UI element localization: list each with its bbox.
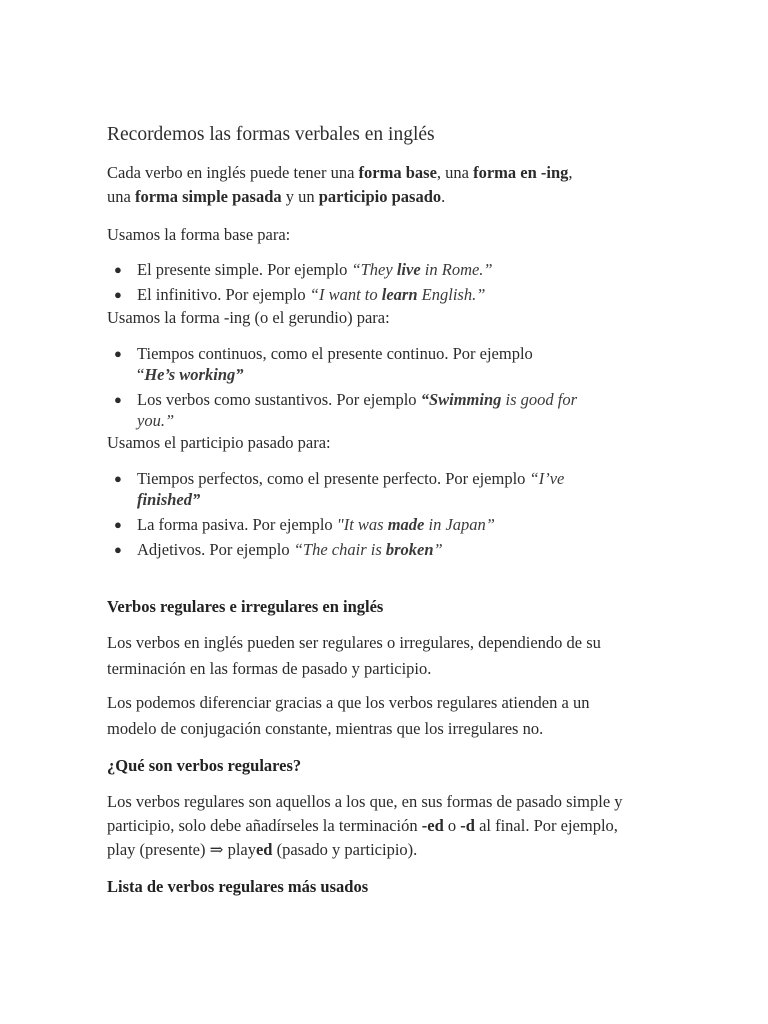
participle-list [107,468,564,560]
participle-heading: Usamos el participio pasado para: [107,433,331,452]
bullet-icon: ● [114,262,122,277]
ing-form-heading: Usamos la forma -ing (o el gerundio) para: [107,308,390,327]
regular-irregular-paragraph: Los verbos en inglés pueden ser regulares o irregulares, dependiendo de su terminación en las formas de pasado y participio. [107,633,601,678]
intro-paragraph: Cada verbo en inglés puede tener una forma base, una forma en -ing, una forma simple pasada y un participio pasado. [107,163,573,206]
list-item: ● El infinitivo. Por ejemplo “I want to learn English.” [114,285,486,304]
list-item: ● Los verbos como sustantivos. Por ejemplo “Swimming is good for you.” [114,390,578,430]
list-item: ● El presente simple. Por ejemplo “They live in Rome.” [114,260,493,279]
list-item: ● La forma pasiva. Por ejemplo "It was made in Japan” [114,515,495,534]
section-heading-list: Lista de verbos regulares más usados [107,877,369,896]
list-item: ● Adjetivos. Por ejemplo “The chair is broken” [114,540,443,559]
section-heading-regular-verbs: ¿Qué son verbos regulares? [107,756,302,775]
bullet-icon: ● [114,471,122,486]
section-heading-regular-irregular: Verbos regulares e irregulares en inglés [107,597,384,616]
bullet-icon: ● [114,542,122,557]
regular-verbs-paragraph: Los verbos regulares son aquellos a los que, en sus formas de pasado simple y participio, solo debe añadírseles la terminación -ed o -d al final. Por ejemplo, play (presente) ⇒ played (pasado y participio). [107,792,623,859]
ing-form-list [107,343,577,431]
list-item: ● Tiempos perfectos, como el presente perfecto. Por ejemplo “I’ve finished” [114,469,565,509]
base-form-list [107,259,493,305]
difference-paragraph: Los podemos diferenciar gracias a que los verbos regulares atienden a un modelo de conjugación constante, mientras que los irregulares no. [107,693,590,738]
bullet-icon: ● [114,392,122,407]
bullet-icon: ● [114,517,122,532]
page-title: Recordemos las formas verbales en inglés [107,124,435,145]
bullet-icon: ● [114,287,122,302]
list-item: ● Tiempos continuos, como el presente continuo. Por ejemplo “He’s working” [114,344,533,384]
bullet-icon: ● [114,346,122,361]
base-form-heading: Usamos la forma base para: [107,225,291,244]
